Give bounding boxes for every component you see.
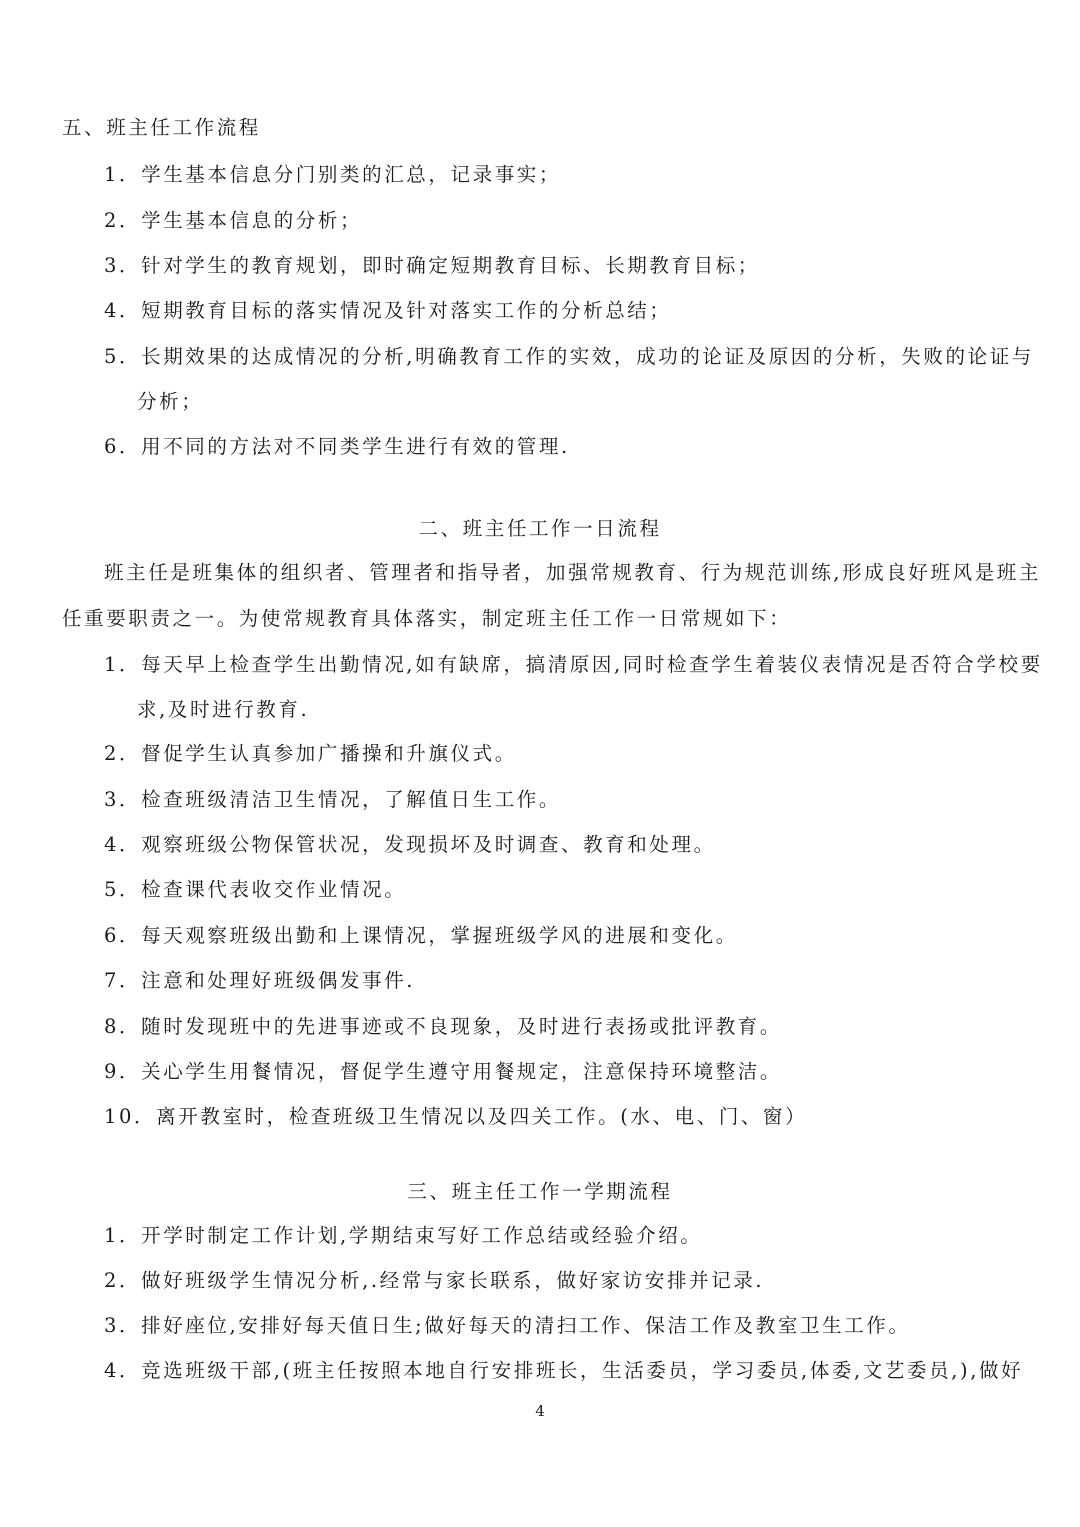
section-heading: 三、班主任工作一学期流程 bbox=[407, 1180, 673, 1203]
list-item: 2．做好班级学生情况分析,.经常与家长联系，做好家访安排并记录. bbox=[104, 1269, 765, 1292]
list-item: 6．每天观察班级出勤和上课情况，掌握班级学风的进展和变化。 bbox=[104, 924, 738, 947]
paragraph-line: 班主任是班集体的组织者、管理者和指导者，加强常规教育、行为规范训练,形成良好班风是班主 bbox=[104, 561, 1041, 584]
list-item: 5．检查课代表收交作业情况。 bbox=[104, 878, 407, 901]
list-item: 1．每天早上检查学生出勤情况,如有缺席，搞清原因,同时检查学生着装仪表情况是否符合学校要 bbox=[104, 653, 1043, 676]
list-item: 4．竞选班级干部,(班主任按照本地自行安排班长，生活委员，学习委员,体委,文艺委员,),做好 bbox=[104, 1359, 1024, 1382]
list-item: 4．观察班级公物保管状况，发现损坏及时调查、教育和处理。 bbox=[104, 833, 716, 856]
list-item-continuation: 求,及时进行教育. bbox=[137, 698, 310, 721]
section-heading: 二、班主任工作一日流程 bbox=[418, 517, 662, 540]
list-item: 3．排好座位,安排好每天值日生;做好每天的清扫工作、保洁工作及教室卫生工作。 bbox=[104, 1314, 911, 1337]
list-item: 6．用不同的方法对不同类学生进行有效的管理. bbox=[104, 435, 570, 458]
list-item: 3．针对学生的教育规划，即时确定短期教育目标、长期教育目标； bbox=[104, 254, 760, 277]
page-number: 4 bbox=[535, 1402, 545, 1420]
list-item: 1．开学时制定工作计划,学期结束写好工作总结或经验介绍。 bbox=[104, 1224, 703, 1247]
list-item: 3．检查班级清洁卫生情况，了解值日生工作。 bbox=[104, 788, 562, 811]
list-item: 8．随时发现班中的先进事迹或不良现象，及时进行表扬或批评教育。 bbox=[104, 1015, 783, 1038]
list-item: 1．学生基本信息分门别类的汇总，记录事实； bbox=[104, 163, 562, 186]
list-item-continuation: 分析； bbox=[137, 390, 204, 413]
list-item: 2．学生基本信息的分析； bbox=[104, 209, 363, 232]
section-heading: 五、班主任工作流程 bbox=[62, 116, 261, 139]
list-item: 9．关心学生用餐情况，督促学生遵守用餐规定，注意保持环境整洁。 bbox=[104, 1060, 783, 1083]
list-item: 4．短期教育目标的落实情况及针对落实工作的分析总结； bbox=[104, 299, 672, 322]
paragraph-line: 任重要职责之一。为使常规教育具体落实，制定班主任工作一日常规如下： bbox=[62, 607, 792, 630]
list-item: 5．长期效果的达成情况的分析,明确教育工作的实效，成功的论证及原因的分析，失败的论证与 bbox=[104, 345, 1034, 368]
list-item: 10．离开教室时，检查班级卫生情况以及四关工作。(水、电、门、窗） bbox=[104, 1105, 808, 1128]
list-item: 2．督促学生认真参加广播操和升旗仪式。 bbox=[104, 742, 517, 765]
list-item: 7．注意和处理好班级偶发事件. bbox=[104, 969, 416, 992]
